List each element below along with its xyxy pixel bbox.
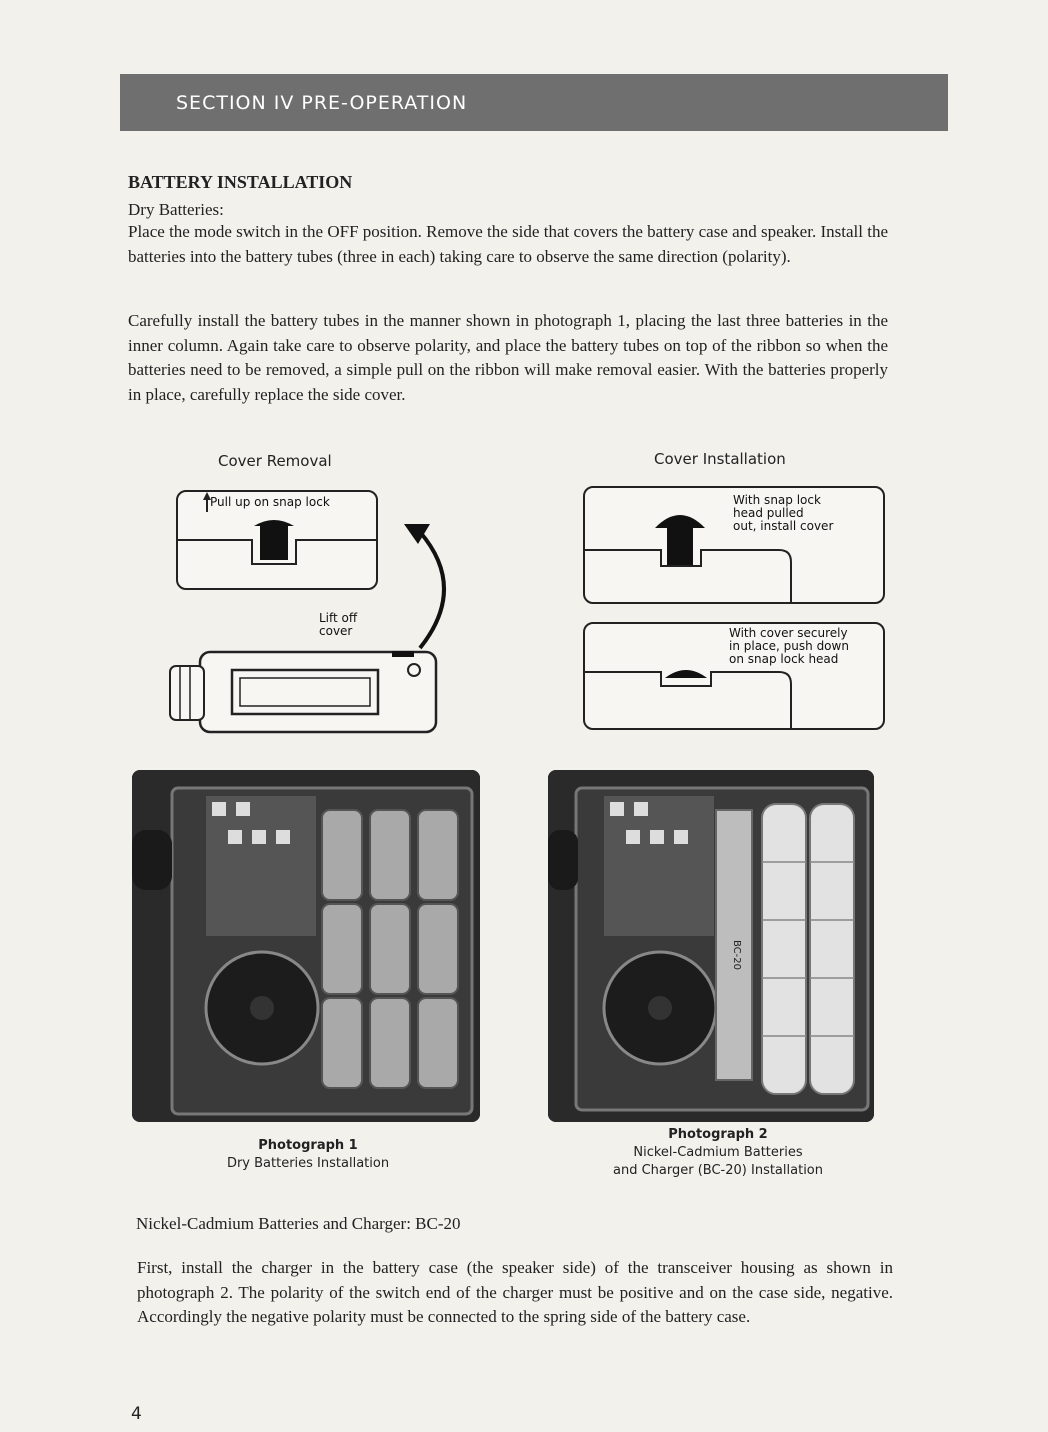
section-header (120, 74, 948, 131)
battery-installation-heading: BATTERY INSTALLATION (128, 172, 353, 192)
battery-paragraph-2: Carefully install the battery tubes in the manner shown in photograph 1, placing the last three batteries in the inner column. Again take care to observe polarity, and place the battery tubes on top of the ribbon so when the batteries need to be removed, a simple pull on the ribbon will make removal easier. With the batteries properly in place, carefully replace the side cover. (128, 311, 888, 404)
battery-paragraph-1: Place the mode switch in the OFF position. Remove the side that covers the battery case and speaker. Install the batteries into the battery tubes (three in each) taking care to observe the same direction (polarity). (128, 222, 888, 266)
lift-off-label-1: Lift off (319, 611, 358, 625)
install-step-1-line-3: out, install cover (733, 519, 834, 533)
photo-1-description: Dry Batteries Installation (226, 1156, 390, 1171)
snap-lock-label: Pull up on snap lock (210, 495, 330, 509)
lift-arrow (400, 518, 460, 658)
install-step-2-line-1: With cover securely (729, 626, 848, 640)
section-title: SECTION IV PRE-OPERATION (176, 92, 468, 114)
page-number: 4 (131, 1404, 142, 1424)
cover-removal-title: Cover Removal (218, 452, 332, 470)
photo-2-description-2: and Charger (BC-20) Installation (613, 1163, 823, 1178)
photo-1-caption (196, 1137, 420, 1173)
lift-off-label-2: cover (319, 624, 353, 638)
install-step-1-line-2: head pulled (733, 506, 804, 520)
photo-2-description-1: Nickel-Cadmium Batteries (633, 1145, 803, 1160)
photo-2-caption (588, 1126, 848, 1180)
install-step-2-line-3: on snap lock head (729, 652, 839, 666)
nicad-paragraph: First, install the charger in the battery case (the speaker side) of the transceiver housing as shown in photograph 2. The polarity of the switch end of the charger must be positive and on the case side, negative. Accordingly the negative polarity must be connected to the spring side of the battery case. (137, 1258, 893, 1326)
photograph-2 (548, 770, 874, 1122)
nicad-heading: Nickel-Cadmium Batteries and Charger: BC-20 (136, 1214, 461, 1233)
photo-2-title: Photograph 2 (668, 1127, 768, 1142)
install-step-2-line-2: in place, push down (729, 639, 849, 653)
cover-installation-title: Cover Installation (654, 450, 786, 468)
photo-2-illustration (548, 770, 874, 1122)
photograph-1 (132, 770, 480, 1122)
charger-label: BC-20 (731, 940, 742, 970)
side-cover-drawing (166, 648, 444, 736)
install-step-1-line-1: With snap lock (733, 493, 821, 507)
dry-batteries-subheading: Dry Batteries: (128, 200, 224, 219)
photo-1-title: Photograph 1 (258, 1138, 358, 1153)
photo-1-illustration (132, 770, 480, 1122)
